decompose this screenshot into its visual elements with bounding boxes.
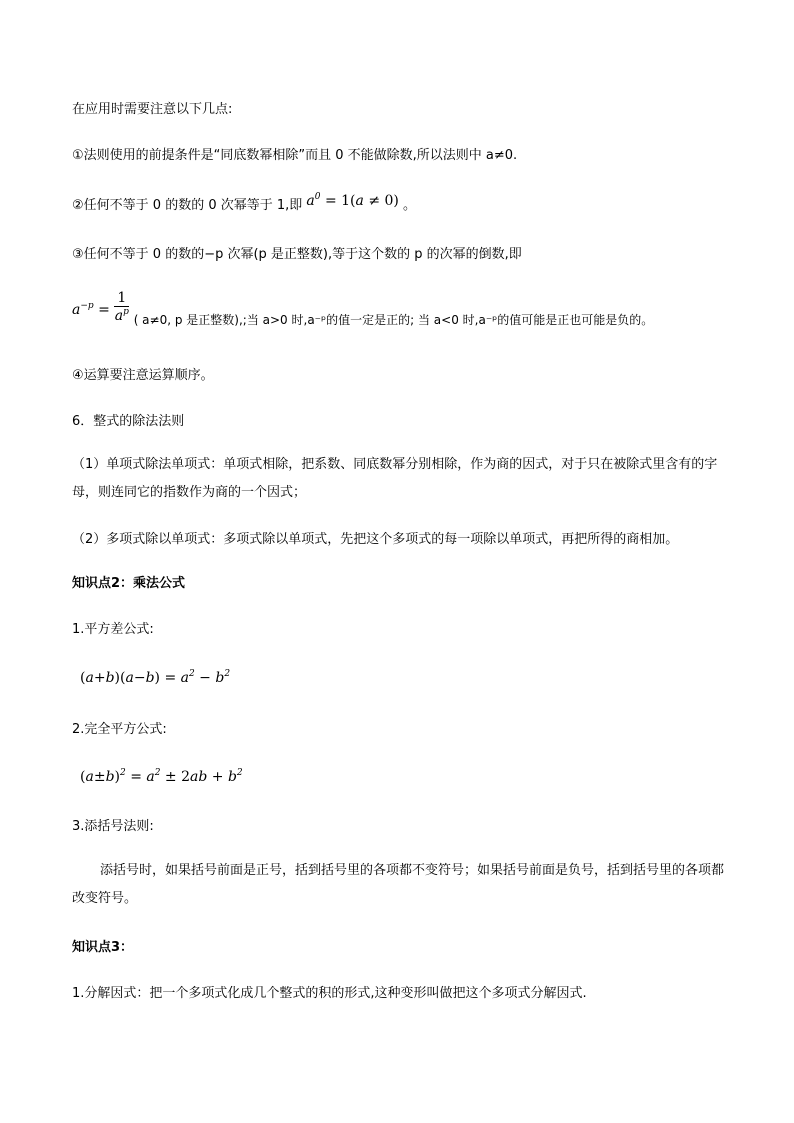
negative-exponent-formula: $a^{-p}$ = $\frac{1}{a^p}$: [72, 290, 129, 324]
formula-1-label: 1.平方差公式:: [72, 622, 154, 637]
difference-of-squares-formula: $(a+b)(a-b) = a^2 - b^2$: [80, 669, 231, 686]
note-4: ④运算要注意运算顺序。: [72, 368, 214, 383]
note-1: ①法则使用的前提条件是“同底数幂相除”而且 0 不能做除数,所以法则中 a≠0.: [72, 148, 518, 163]
note-2: [72, 192, 417, 215]
note-2-formula: $a^0 = 1(a \ne 0)$: [306, 192, 399, 209]
bracket-rule: 添括号时，如果括号前面是正号，括到括号里的各项都不变符号；如果括号前面是负号，括到括号里的各项都改变符号。: [72, 863, 725, 906]
section-6-title: 6．整式的除法法则: [72, 414, 185, 429]
note-2-text: ②任何不等于 0 的数的 0 次幂等于 1,即: [72, 198, 303, 213]
intro-text: 在应用时需要注意以下几点:: [72, 102, 233, 117]
note-2-end: 。: [403, 198, 417, 213]
perfect-square-formula: $(a\pm b)^2 = a^2 \pm 2ab + b^2$: [80, 768, 243, 785]
kp2-title: 知识点2：乘法公式: [72, 576, 186, 591]
fraction: $\frac{1}{a^p}$: [114, 290, 129, 324]
rule-1: （1）单项式除法单项式：单项式相除，把系数、同底数幂分别相除，作为商的因式，对于只在被除式里含有的字母，则连同它的指数作为商的一个因式；: [72, 457, 718, 500]
formula-3-label: 3.添括号法则:: [72, 819, 154, 834]
rule-2: （2）多项式除以单项式：多项式除以单项式，先把这个多项式的每一项除以单项式，再把所得的商相加。: [72, 532, 679, 547]
note-3-formula-line: [72, 292, 653, 327]
note-3: ③任何不等于 0 的数的−p 次幂(p 是正整数),等于这个数的 p 的次幂的倒数,即: [72, 247, 522, 262]
factorization-definition: 1.分解因式：把一个多项式化成几个整式的积的形式,这种变形叫做把这个多项式分解因式.: [72, 986, 587, 1001]
kp3-title: 知识点3：: [72, 940, 134, 955]
note-3-tail: ( a≠0, p 是正整数),;当 a>0 时,a⁻ᵖ的值一定是正的; 当 a<0 时,a⁻ᵖ的值可能是正也可能是负的。: [133, 312, 654, 327]
formula-2-label: 2.完全平方公式:: [72, 722, 167, 737]
